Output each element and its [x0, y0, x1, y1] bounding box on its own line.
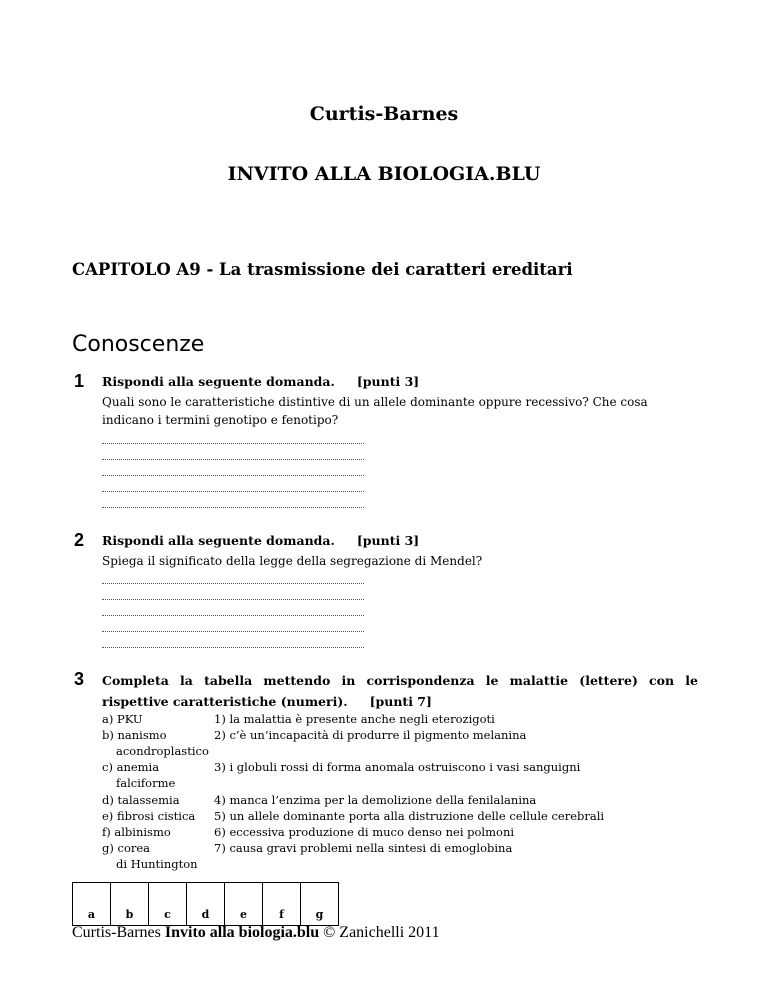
answer-line[interactable] [102, 599, 364, 600]
disease-item: g) corea [102, 841, 151, 855]
answer-line[interactable] [102, 647, 364, 648]
disease-item: f) albinismo [102, 825, 171, 839]
feature-item: 6) eccessiva produzione di muco denso nei polmoni [214, 825, 515, 839]
question-3-number: 3 [74, 669, 85, 689]
question-3-instruction: Completa la tabella mettendo in corrispondenza le malattie (lettere) con le rispettive caratteristiche (numeri). [102, 673, 698, 709]
answer-cell-g[interactable]: g [301, 883, 339, 926]
footer-suffix: © Zanichelli 2011 [319, 924, 440, 941]
disease-item: falciforme [116, 776, 176, 790]
answer-cell-e[interactable]: e [225, 883, 263, 926]
answer-line[interactable] [102, 459, 364, 460]
question-3-points: [punti 7] [369, 694, 432, 709]
disease-item: a) PKU [102, 712, 143, 726]
question-2-text: Spiega il significato della legge della segregazione di Mendel? [102, 554, 483, 568]
document-title: INVITO ALLA BIOLOGIA.BLU [227, 163, 541, 185]
answer-line[interactable] [102, 631, 364, 632]
section-heading: Conoscenze [72, 332, 205, 357]
disease-item: e) fibrosi cistica [102, 809, 196, 823]
footer-book-title: Invito alla biologia.blu [164, 924, 320, 941]
chapter-heading: CAPITOLO A9 - La trasmissione dei caratteri ereditari [72, 260, 573, 279]
question-3-header [102, 670, 698, 712]
disease-item: di Huntington [116, 857, 198, 871]
footer-prefix: Curtis-Barnes [72, 924, 165, 941]
question-1-points: [punti 3] [356, 374, 420, 389]
question-2-number: 2 [74, 530, 85, 550]
feature-item: 1) la malattia è presente anche negli eterozigoti [214, 712, 495, 726]
answer-cell-d[interactable]: d [187, 883, 225, 926]
answer-table [72, 882, 339, 926]
feature-item: 7) causa gravi problemi nella sintesi di emoglobina [214, 841, 513, 855]
answer-line[interactable] [102, 443, 364, 444]
page-footer [72, 924, 440, 942]
disease-item: c) anemia [102, 760, 160, 774]
feature-item: 2) c’è un’incapacità di produrre il pigmento melanina [214, 728, 527, 742]
feature-item: 4) manca l’enzima per la demolizione della fenilalanina [214, 793, 537, 807]
question-1-number: 1 [74, 371, 85, 391]
answer-line[interactable] [102, 615, 364, 616]
answer-line[interactable] [102, 475, 364, 476]
answer-line[interactable] [102, 491, 364, 492]
feature-item: 5) un allele dominante porta alla distruzione delle cellule cerebrali [214, 809, 605, 823]
disease-item: acondroplastico [116, 744, 209, 758]
question-1-text: Quali sono le caratteristiche distintive di un allele dominante oppure recessivo? Che cosa indicano i termini genotipo e fenotipo? [102, 395, 648, 427]
document-author: Curtis-Barnes [309, 103, 459, 125]
answer-cell-a[interactable]: a [73, 883, 111, 926]
answer-cell-f[interactable]: f [263, 883, 301, 926]
disease-item: d) talassemia [102, 793, 180, 807]
question-2-instruction: Rispondi alla seguente domanda. [102, 533, 335, 548]
question-1-instruction: Rispondi alla seguente domanda. [102, 374, 335, 389]
question-2-header [102, 533, 419, 548]
answer-cell-c[interactable]: c [149, 883, 187, 926]
question-1-header [102, 374, 419, 389]
question-2-points: [punti 3] [356, 533, 420, 548]
answer-line[interactable] [102, 583, 364, 584]
feature-item: 3) i globuli rossi di forma anomala ostruiscono i vasi sanguigni [214, 760, 581, 774]
answer-cell-b[interactable]: b [111, 883, 149, 926]
answer-line[interactable] [102, 507, 364, 508]
disease-item: b) nanismo [102, 728, 167, 742]
